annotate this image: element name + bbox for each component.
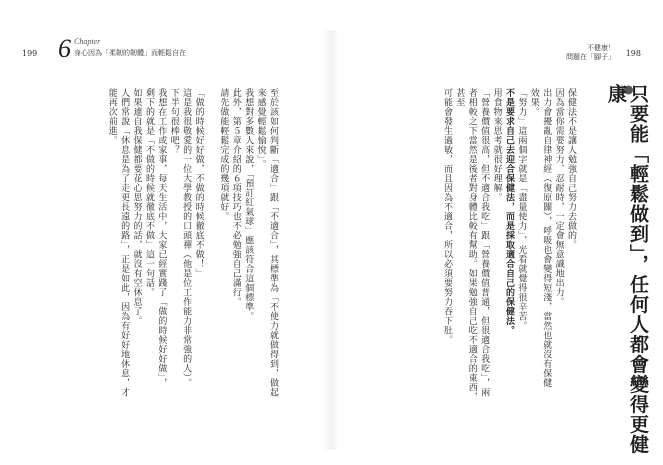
right-text-column: 用食物來思考就很好理解。 (491, 88, 502, 202)
left-page-body (105, 88, 279, 410)
left-text-column: 此外，第５章介紹的６項技巧也不必勉強自己滿行。 (230, 88, 241, 307)
right-text-column: 「營養價值很高，但不適合我吃」跟「營養價值普通，但很適合我吃」，兩 (479, 88, 490, 397)
left-text-column: 來感覺輕鬆愉悅」。 (255, 88, 266, 169)
right-page-number: 198 (625, 49, 641, 58)
left-page-number: 199 (22, 49, 38, 58)
right-text-column: 不是要求自己去迎合保健法，而是採取適合自己的保健法。 (503, 88, 514, 335)
chapter-title: 身心因為「柔韌的韌體」而輕鬆自在 (74, 49, 186, 57)
left-text-column: 如果連自我保健都要花心思努力的話，就沒有空休息了。 (131, 88, 142, 326)
section-header-line2: 問題在「腳子」 (566, 53, 615, 61)
right-text-column: 因為當你需要努力、忍耐時，一定會無意識地出力。 (553, 88, 564, 307)
section-header-line1: 不健康！ (587, 44, 615, 52)
left-text-column: 下半句很棒吧？ (168, 88, 179, 155)
left-text-column: 請先做能輕鬆完成的幾項就好。 (218, 88, 229, 221)
left-text-column: 我想在工作或家事，每天生活中，大家已經實踐了「做的時候好好做」， (156, 88, 167, 388)
right-page-body (441, 88, 577, 410)
left-text-column: 剩下的就是「不做的時候就徹底不做」這一句話。 (143, 88, 154, 297)
right-text-column: 出力會擾亂自律神經（復原關），呼吸也會變得短淺，當然也就沒有保健 (541, 88, 552, 388)
right-text-column: 「努力」這兩個字就是「盡量使力」，光看就覺得很辛苦。 (516, 88, 527, 331)
left-text-column: 人們常說「休息是為了走更長遠的路」，正是如此，因為有好好地休息，才 (119, 88, 130, 397)
left-text-column: 這是我很敬愛的一位大學教授的口頭禪（他是位工作能力非常強的人）。 (181, 88, 192, 388)
chapter-word: Chapter (74, 37, 101, 46)
left-text-column: 至於該如何判斷「適合」跟「不適合」，其標準為「不使力就做得到，做起 (268, 88, 278, 397)
left-text-column: 我想對多數人來說，「預訂紅氣球」應該符合這個標準。 (243, 88, 254, 321)
right-text-column: 保健法不是讓人勉強自己努力去做的。 (566, 88, 576, 250)
section-heading: 只要能「輕鬆做到」，任何人都會變得更健康 (605, 84, 649, 455)
chapter-number: 6 (58, 34, 71, 63)
left-text-column: 能再次前進。 (106, 88, 117, 145)
left-text-column (205, 88, 217, 410)
right-text-column: 效果。 (528, 88, 539, 117)
left-text-column: 「做的時候好好做，不做的時候徹底不做！」 (193, 88, 204, 278)
chapter-header (58, 36, 188, 62)
right-text-column: 者相較之下當然是後者對身體比較有幫助。如果勉強自己吃不適合的東西，甚至 (454, 88, 477, 402)
section-header (566, 44, 615, 62)
right-text-column: 可能會發生過敏，而且因為不適合，所以必須要努力吞下肚。 (441, 88, 452, 345)
page-gutter (322, 30, 340, 450)
